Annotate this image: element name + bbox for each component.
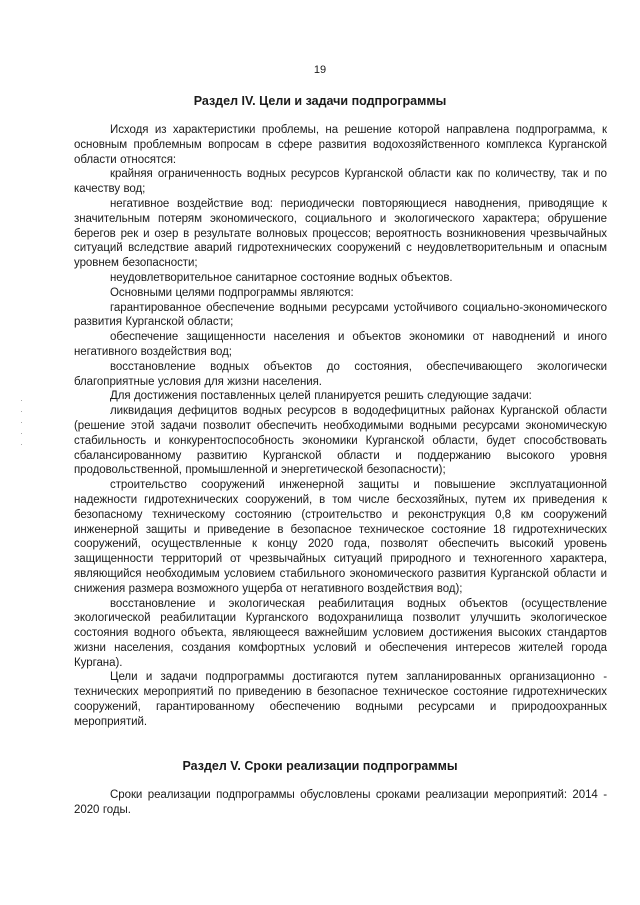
section-5-body xyxy=(74,788,607,818)
paragraph: строительство сооружений инженерной защиты и повышение эксплуатационной надежности гидротехнических сооружений, в том числе бесхозяйных, путем их приведения к безопасному техническому состоянию (строительство и реконструкция 0,8 км сооружений инженерной защиты и приведение в безопасное техническое состояние 18 гидротехнических сооружений, осуществленные к концу 2020 года, позволят обеспечить высокий уровень защищенности территорий от чрезвычайных ситуаций природного и техногенного характера, являющийся необходимым условием стабильного экономического развития Курганской области и снижения размера возможного ущерба от негативного воздействия вод); xyxy=(74,479,607,595)
paragraph: Сроки реализации подпрограммы обусловлены сроками реализации мероприятий: 2014 - 2020 годы. xyxy=(74,789,607,816)
paragraph: Исходя из характеристики проблемы, на решение которой направлена подпрограмма, к основным проблемным вопросам в сфере развития водохозяйственного комплекса Курганской области относятся: xyxy=(74,124,607,166)
paragraph: ликвидация дефицитов водных ресурсов в вододефицитных районах Курганской области (решение этой задачи позволит обеспечить необходимыми водными ресурсами экономическую стабильность и конкурентоспособность экономики Курганской области, будет способствовать сбалансированному развитию Курганской области и поддержанию высокого уровня продовольственной, промышленной и энергетической безопасности); xyxy=(74,405,607,477)
paragraph: Для достижения поставленных целей планируется решить следующие задачи: xyxy=(110,390,532,403)
paragraph: Основными целями подпрограммы являются: xyxy=(110,286,354,299)
paragraph: Цели и задачи подпрограммы достигаются путем запланированных организационно - технических мероприятий по приведению в безопасное техническое состояние гидротехнических сооружений, гарантированному обеспечению водными ресурсами и природоохранных мероприятий. xyxy=(74,671,607,728)
paragraph: обеспечение защищенности населения и объектов экономики от наводнений и иного негативного воздействия вод; xyxy=(74,331,607,358)
section-4-body xyxy=(74,123,607,730)
paragraph: гарантированное обеспечение водными ресурсами устойчивого социально-экономического развития Курганской области; xyxy=(74,301,607,329)
paragraph: негативное воздействие вод: периодически повторяющиеся наводнения, приводящие к значительным потерям экономического, социального и экологического характера; обрушение берегов рек и озер в результате волновых процессов; вероятность возникновения чрезвычайных ситуаций вследствие аварий гидротехнических сооружений с неудовлетворительным и опасным уровнем безопасности; xyxy=(74,197,607,270)
scan-artifact-icon: · xyxy=(20,417,23,427)
scan-margin-marks xyxy=(20,395,28,485)
scan-artifact-icon: · xyxy=(20,395,23,405)
paragraph: восстановление и экологическая реабилитация водных объектов (осуществление экологической реабилитации Курганского водохранилища позволит улучшить экологическое состояния водного объекта, являющееся важнейшим условием достижения высоких стандартов жизни населения, создания комфортных условий и обеспечения интересов жителей города Кургана). xyxy=(74,597,607,669)
section-5-title: Раздел V. Сроки реализации подпрограммы xyxy=(182,759,458,773)
page-number: 19 xyxy=(313,64,327,76)
scan-artifact-icon: · xyxy=(20,406,23,416)
section-4-title: Раздел IV. Цели и задачи подпрограммы xyxy=(193,94,447,108)
scan-artifact-icon: · xyxy=(20,428,23,438)
paragraph: крайняя ограниченность водных ресурсов Курганской области как по количеству, так и по качеству вод; xyxy=(74,168,607,196)
paragraph: неудовлетворительное санитарное состояние водных объектов. xyxy=(110,271,453,284)
scan-artifact-icon: · xyxy=(20,439,23,449)
paragraph: восстановление водных объектов до состояния, обеспечивающего экологически благоприятные условия для жизни населения. xyxy=(74,360,607,388)
